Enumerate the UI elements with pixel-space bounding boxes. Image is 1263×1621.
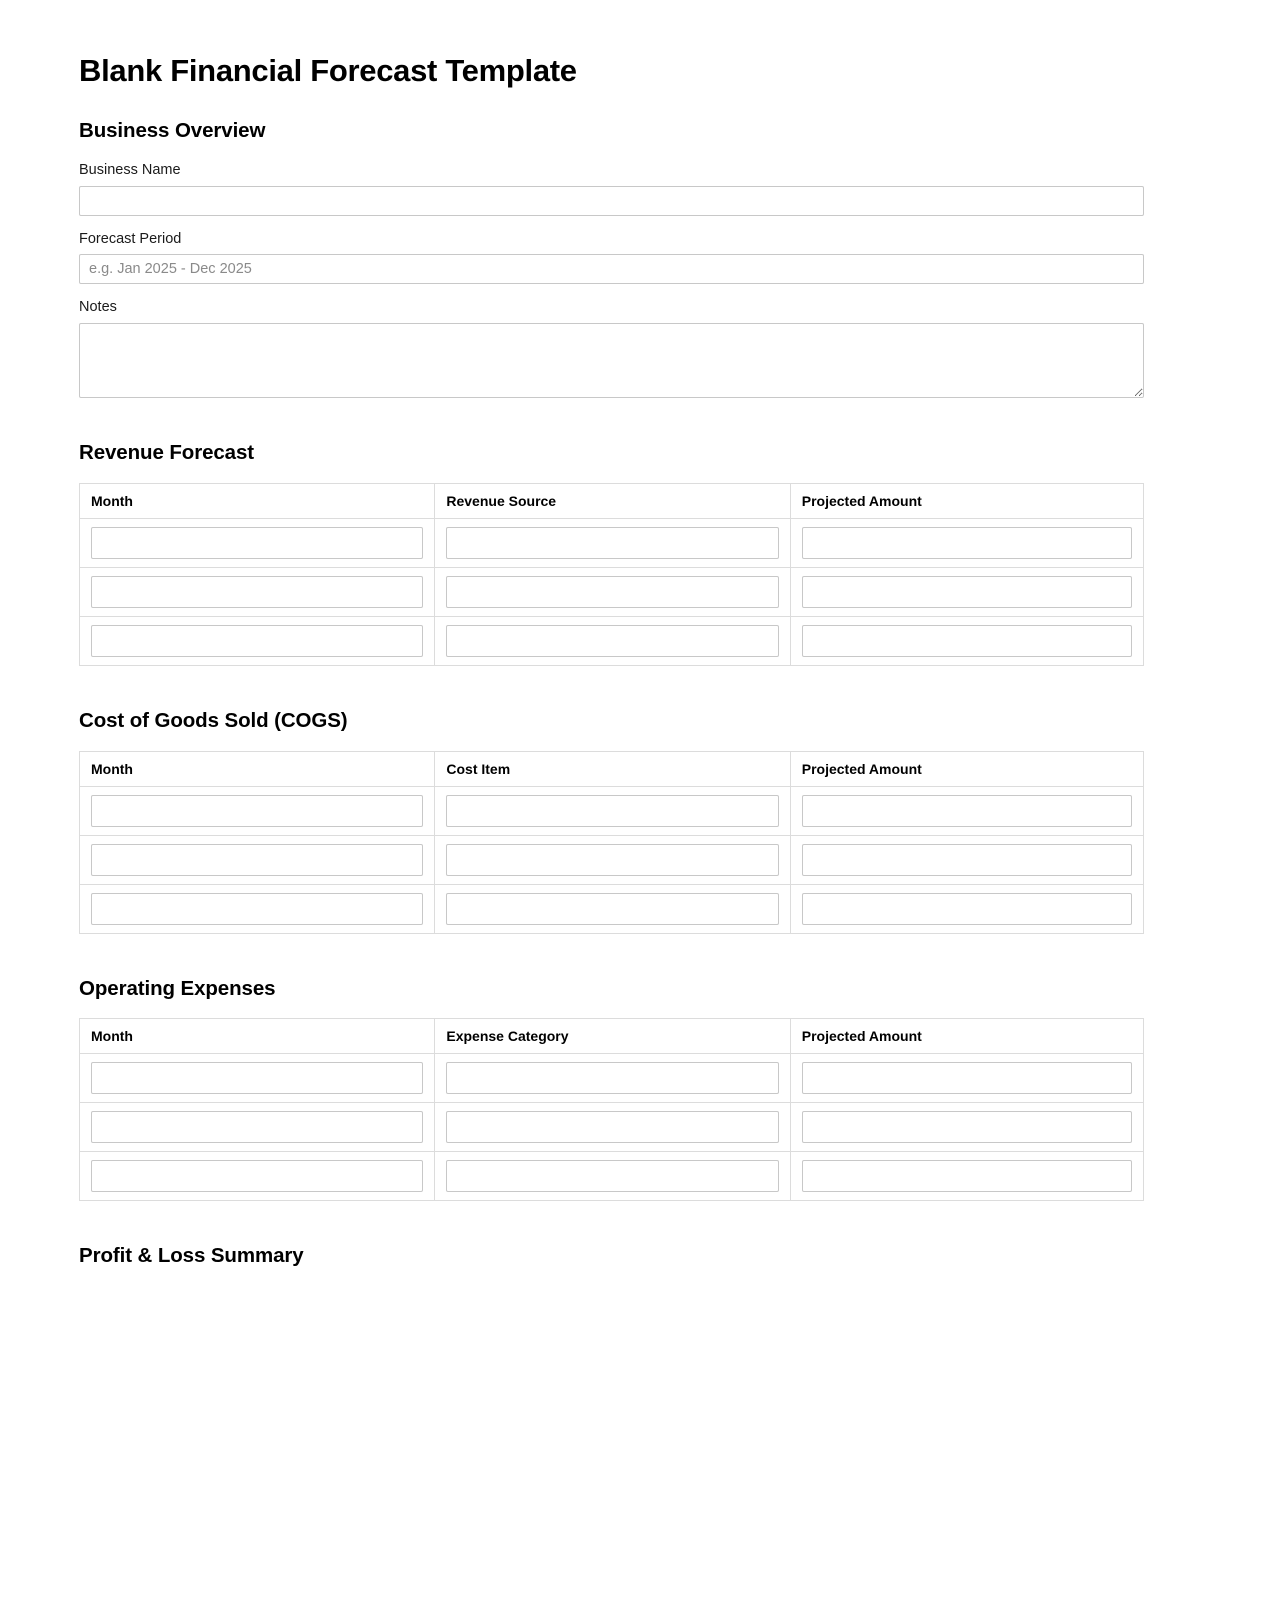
cell-month xyxy=(80,1103,435,1152)
operating-expenses-table xyxy=(79,1018,1144,1201)
column-header-month: Month xyxy=(80,483,435,518)
column-header-cost-item: Cost Item xyxy=(435,751,790,786)
revenue-source-input[interactable] xyxy=(446,527,778,559)
business-name-input[interactable] xyxy=(79,186,1144,216)
table-row xyxy=(80,1054,1144,1103)
field-business-name xyxy=(79,161,1144,216)
cell-cost-item xyxy=(435,786,790,835)
page-title: Blank Financial Forecast Template xyxy=(79,53,577,88)
revenue-amount-input[interactable] xyxy=(802,625,1132,657)
table-row xyxy=(80,567,1144,616)
column-header-projected-amount: Projected Amount xyxy=(790,483,1143,518)
cogs-amount-input[interactable] xyxy=(802,893,1132,925)
table-row xyxy=(80,1152,1144,1201)
cell-projected-amount xyxy=(790,786,1143,835)
cogs-item-input[interactable] xyxy=(446,844,778,876)
table-row xyxy=(80,884,1144,933)
table-row xyxy=(80,786,1144,835)
label-notes: Notes xyxy=(79,299,117,316)
revenue-month-input[interactable] xyxy=(91,527,423,559)
section-heading-cogs: Cost of Goods Sold (COGS) xyxy=(79,708,348,732)
table-header-row xyxy=(80,483,1144,518)
cell-month xyxy=(80,786,435,835)
cogs-item-input[interactable] xyxy=(446,893,778,925)
cell-projected-amount xyxy=(790,567,1143,616)
opex-category-input[interactable] xyxy=(446,1160,778,1192)
table-row xyxy=(80,616,1144,665)
revenue-month-input[interactable] xyxy=(91,576,423,608)
cell-projected-amount xyxy=(790,884,1143,933)
cogs-amount-input[interactable] xyxy=(802,844,1132,876)
cell-month xyxy=(80,567,435,616)
opex-month-input[interactable] xyxy=(91,1111,423,1143)
opex-category-input[interactable] xyxy=(446,1111,778,1143)
cell-expense-category xyxy=(435,1152,790,1201)
section-heading-profit-loss-summary: Profit & Loss Summary xyxy=(79,1244,304,1267)
table-row xyxy=(80,1103,1144,1152)
cell-revenue-source xyxy=(435,616,790,665)
opex-month-input[interactable] xyxy=(91,1160,423,1192)
cell-expense-category xyxy=(435,1054,790,1103)
cell-month xyxy=(80,835,435,884)
table-header-row xyxy=(80,1019,1144,1054)
column-header-projected-amount: Projected Amount xyxy=(790,1019,1143,1054)
revenue-month-input[interactable] xyxy=(91,625,423,657)
table-row xyxy=(80,835,1144,884)
opex-amount-input[interactable] xyxy=(802,1062,1132,1094)
cell-revenue-source xyxy=(435,518,790,567)
section-heading-business-overview: Business Overview xyxy=(79,119,266,143)
field-forecast-period xyxy=(79,230,1144,285)
cell-revenue-source xyxy=(435,567,790,616)
forecast-period-input[interactable] xyxy=(79,254,1144,284)
revenue-forecast-table xyxy=(79,483,1144,666)
cell-projected-amount xyxy=(790,1054,1143,1103)
cell-month xyxy=(80,1152,435,1201)
revenue-amount-input[interactable] xyxy=(802,527,1132,559)
opex-amount-input[interactable] xyxy=(802,1160,1132,1192)
column-header-revenue-source: Revenue Source xyxy=(435,483,790,518)
column-header-month: Month xyxy=(80,1019,435,1054)
cell-month xyxy=(80,884,435,933)
cell-projected-amount xyxy=(790,616,1143,665)
label-business-name: Business Name xyxy=(79,161,181,178)
opex-month-input[interactable] xyxy=(91,1062,423,1094)
cell-projected-amount xyxy=(790,835,1143,884)
column-header-projected-amount: Projected Amount xyxy=(790,751,1143,786)
table-row xyxy=(80,518,1144,567)
cell-expense-category xyxy=(435,1103,790,1152)
cell-month xyxy=(80,518,435,567)
revenue-source-input[interactable] xyxy=(446,625,778,657)
cell-projected-amount xyxy=(790,518,1143,567)
section-heading-revenue-forecast: Revenue Forecast xyxy=(79,441,255,465)
revenue-source-input[interactable] xyxy=(446,576,778,608)
column-header-expense-category: Expense Category xyxy=(435,1019,790,1054)
cogs-month-input[interactable] xyxy=(91,795,423,827)
section-heading-operating-expenses: Operating Expenses xyxy=(79,976,276,1000)
cell-month xyxy=(80,616,435,665)
cogs-item-input[interactable] xyxy=(446,795,778,827)
label-forecast-period: Forecast Period xyxy=(79,230,182,247)
opex-amount-input[interactable] xyxy=(802,1111,1132,1143)
table-header-row xyxy=(80,751,1144,786)
cell-projected-amount xyxy=(790,1103,1143,1152)
revenue-amount-input[interactable] xyxy=(802,576,1132,608)
opex-category-input[interactable] xyxy=(446,1062,778,1094)
cogs-month-input[interactable] xyxy=(91,844,423,876)
cell-month xyxy=(80,1054,435,1103)
cell-cost-item xyxy=(435,884,790,933)
field-notes xyxy=(79,298,1144,398)
notes-textarea[interactable] xyxy=(79,323,1144,398)
cogs-amount-input[interactable] xyxy=(802,795,1132,827)
cell-projected-amount xyxy=(790,1152,1143,1201)
column-header-month: Month xyxy=(80,751,435,786)
cell-cost-item xyxy=(435,835,790,884)
cogs-month-input[interactable] xyxy=(91,893,423,925)
cogs-table xyxy=(79,751,1144,934)
